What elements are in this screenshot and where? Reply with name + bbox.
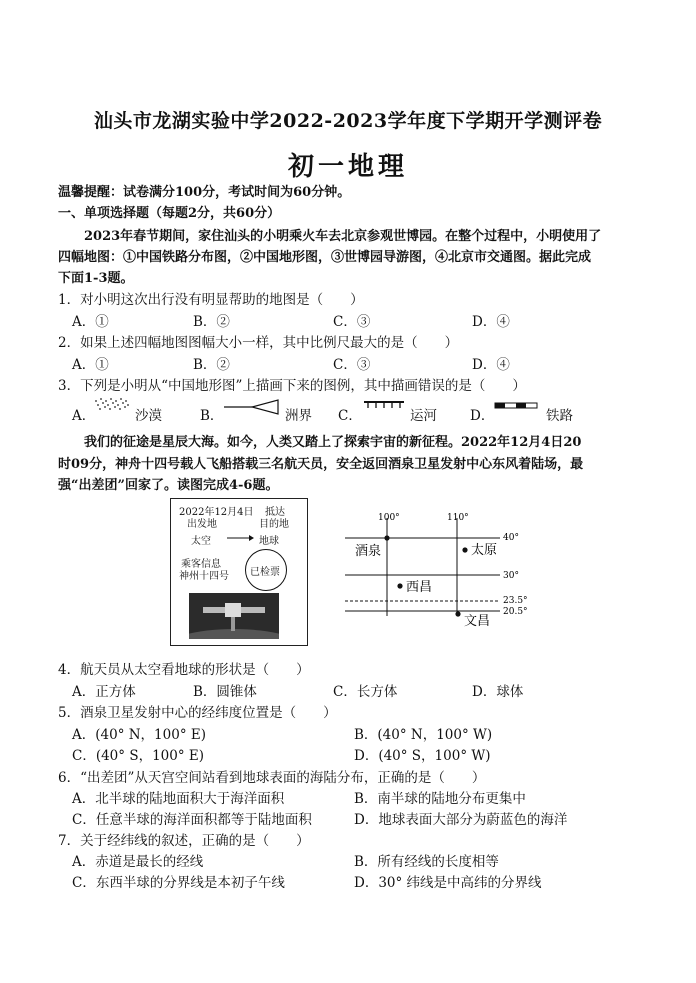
q1-option-c: C．③ [333, 314, 371, 330]
q2-option-d: D．④ [472, 357, 510, 373]
place-xichang: 西昌 [406, 580, 433, 595]
ticket-to: 地球 [259, 536, 279, 547]
q4-option-d: D．球体 [472, 684, 524, 700]
q2-stem: 2．如果上述四幅地图图幅大小一样，其中比例尺最大的是（ ） [58, 335, 459, 351]
canal-symbol-icon [362, 398, 406, 412]
ticket-stamp [245, 549, 287, 591]
lon-label-110: 110° [447, 513, 469, 523]
q5-stem: 5．酒泉卫星发射中心的经纬度位置是（ ） [58, 705, 337, 721]
lat-lon-map [340, 506, 540, 636]
q3-option-a-label: 沙漠 [135, 408, 162, 424]
intro1-line2: 四幅地图：①中国铁路分布图，②中国地形图，③世博园导游图，④北京市交通图。据此完成 [58, 250, 592, 265]
q5-option-b: B．(40° N，100° W) [354, 727, 493, 743]
lat-label-23-5: 23.5° [503, 596, 528, 606]
q1-option-b: B．② [193, 314, 230, 330]
intro2-line1: 我们的征途是星辰大海。如今，人类又踏上了探索宇宙的新征程。2022年12月4日20 [84, 435, 582, 450]
q7-option-d: D．30° 纬线是中高纬的分界线 [354, 875, 542, 891]
q7-option-c: C．东西半球的分界线是本初子午线 [72, 875, 285, 891]
q1-stem: 1．对小明这次出行没有明显帮助的地图是（ ） [58, 292, 364, 308]
q6-option-a: A．北半球的陆地面积大于海洋面积 [72, 791, 285, 807]
q4-stem: 4．航天员从太空看地球的形状是（ ） [58, 662, 310, 678]
subject-title: 初一地理 [287, 152, 408, 182]
arrow-right-icon [225, 533, 255, 543]
q7-option-b: B．所有经线的长度相等 [354, 854, 499, 870]
q2-option-b: B．② [193, 357, 230, 373]
place-wenchang: 文昌 [464, 614, 491, 629]
q2-option-c: C．③ [333, 357, 371, 373]
intro1-line3: 下面1-3题。 [58, 271, 134, 286]
q6-option-b: B．南半球的陆地分布更集中 [354, 791, 526, 807]
lat-label-20-5: 20.5° [503, 607, 528, 617]
intro1-line1: 2023年春节期间，家住汕头的小明乘火车去北京参观世博园。在整个过程中，小明使用了 [84, 229, 602, 244]
place-jiuquan: 酒泉 [355, 544, 382, 559]
q7-option-a: A．赤道是最长的经线 [72, 854, 204, 870]
q3-stem: 3．下列是小明从“中国地形图”上描画下来的图例，其中描画错误的是（ ） [58, 378, 526, 394]
lon-label-100: 100° [378, 513, 400, 523]
q3-option-d-letter: D． [470, 408, 495, 424]
ticket-from: 太空 [191, 536, 211, 547]
q5-option-c: C．(40° S，100° E) [72, 748, 204, 764]
q2-option-a: A．① [72, 357, 109, 373]
q5-option-a: A．(40° N，100° E) [72, 727, 206, 743]
ticket-ship: 神州十四号 [179, 571, 229, 582]
intro2-line2: 时09分，神舟十四号载人飞船搭载三名航天员，安全返回酒泉卫星发射中心东风着陆场，最 [58, 457, 584, 472]
jiuquan-point [384, 535, 389, 540]
q4-option-a: A．正方体 [72, 684, 136, 700]
q3-option-b-label: 洲界 [285, 408, 312, 424]
q4-option-c: C．长方体 [333, 684, 398, 700]
exam-title: 汕头市龙湖实验中学2022-2023学年度下学期开学测评卷 [93, 110, 603, 132]
q1-option-a: A．① [72, 314, 109, 330]
ticket-arrive-top: 抵达 [265, 507, 285, 518]
q5-option-d: D．(40° S，100° W) [354, 748, 491, 764]
reminder: 温馨提醒：试卷满分100分，考试时间为60分钟。 [58, 185, 351, 200]
wenchang-point [455, 611, 460, 616]
ticket-figure [170, 498, 308, 646]
ticket-passenger: 乘客信息 [181, 559, 221, 570]
ticket-date: 2022年12月4日 [179, 507, 254, 518]
ticket-stamp-text: 已检票 [250, 567, 280, 578]
q6-stem: 6．“出差团”从天宫空间站看到地球表面的海陆分布，正确的是（ ） [58, 770, 486, 786]
ticket-arrive-label: 目的地 [259, 519, 289, 530]
railway-symbol-icon [494, 401, 540, 411]
place-taiyuan: 太原 [471, 543, 498, 558]
lat-label-30: 30° [503, 571, 519, 581]
q4-option-b: B．圆锥体 [193, 684, 257, 700]
q3-option-d-label: 铁路 [546, 408, 573, 424]
q1-option-d: D．④ [472, 314, 510, 330]
continent-boundary-symbol-icon [222, 398, 282, 416]
ticket-depart-label: 出发地 [187, 519, 217, 530]
intro2-line3: 强“出差团”回家了。读图完成4-6题。 [58, 478, 279, 493]
q6-option-c: C．任意半球的海洋面积都等于陆地面积 [72, 812, 312, 828]
section-heading: 一、单项选择题（每题2分，共60分） [58, 206, 281, 221]
desert-symbol-icon [92, 396, 132, 412]
q7-stem: 7．关于经纬线的叙述，正确的是（ ） [58, 833, 310, 849]
q3-option-a-letter: A． [72, 408, 96, 424]
q3-option-c-label: 运河 [410, 408, 437, 424]
lat-label-40: 40° [503, 533, 519, 543]
space-station-image [189, 593, 279, 639]
taiyuan-point [462, 547, 467, 552]
xichang-point [397, 583, 402, 588]
q3-option-c-letter: C． [338, 408, 362, 424]
q3-option-b-letter: B． [200, 408, 224, 424]
q6-option-d: D．地球表面大部分为蔚蓝色的海洋 [354, 812, 568, 828]
